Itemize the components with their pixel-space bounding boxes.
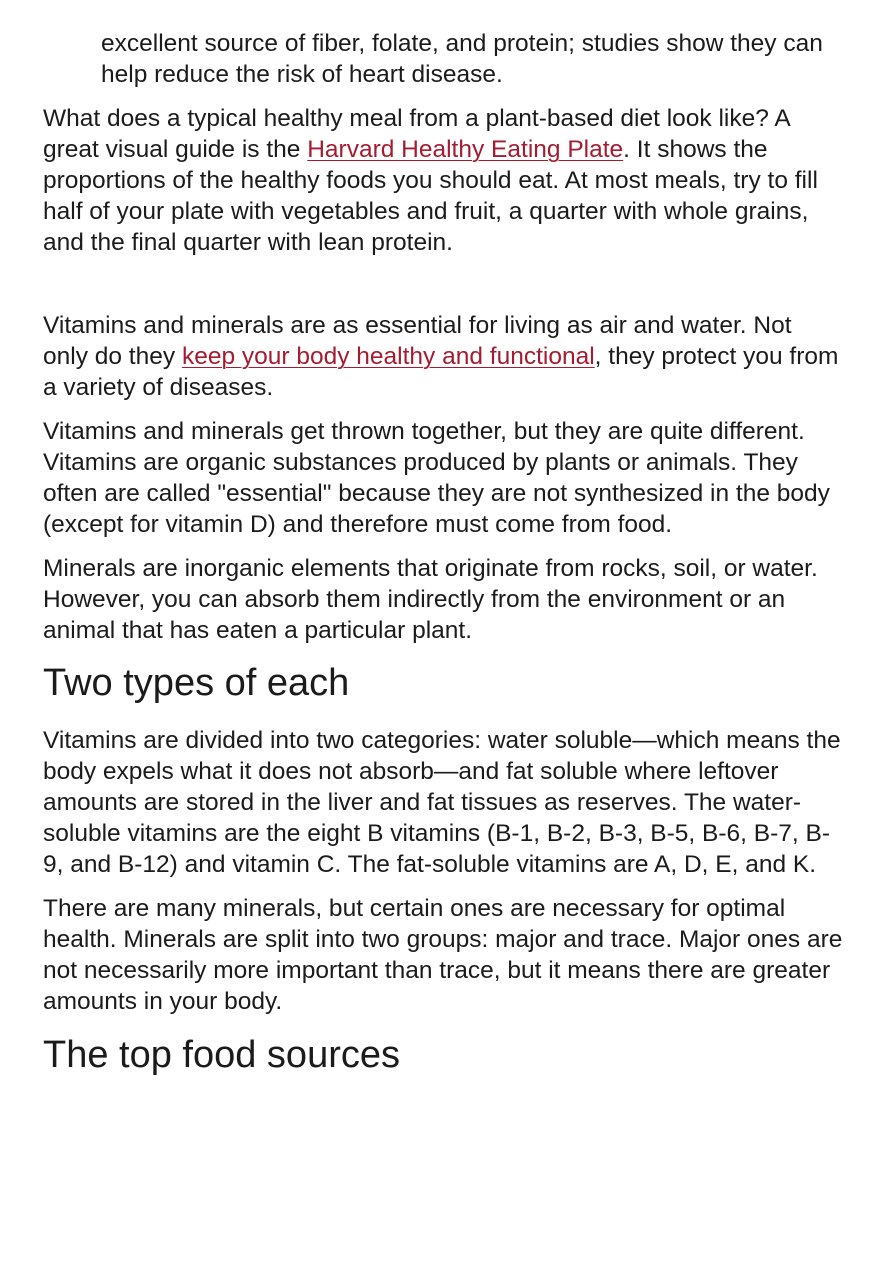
paragraph-vitamins-different: Vitamins and minerals get thrown together, but they are quite different. Vitamins are organic substances produced by plants or animals. They often are called "essential" because they are not synthesized in the body (except for vitamin D) and therefore must come from food. [43, 418, 830, 538]
paragraph-vitamin-categories: Vitamins are divided into two categories: water soluble—which means the body expels what it does not absorb—and fat soluble where leftover amounts are stored in the liver and fat tissues as reserves. The water-soluble vitamins are the eight B vitamins (B-1, B-2, B-3, B-5, B-6, B-7, B-9, and B-12) and vitamin C. The fat-soluble vitamins are A, D, E, and K. [43, 727, 841, 878]
paragraph-vitamins-essential [43, 310, 843, 403]
paragraph-text: Vitamins and minerals are as essential for living as air and water. Not only do they [43, 312, 792, 370]
heading-two-types: Two types of each [43, 662, 350, 704]
heading-top-food-sources: The top food sources [43, 1034, 400, 1076]
paragraph-text: What does a typical healthy meal from a plant-based diet look like? A great visual guide is the [43, 105, 790, 163]
paragraph-minerals-inorganic: Minerals are inorganic elements that originate from rocks, soil, or water. However, you can absorb them indirectly from the environment or an animal that has eaten a particular plant. [43, 555, 818, 644]
paragraph-mineral-groups: There are many minerals, but certain ones are necessary for optimal health. Minerals are split into two groups: major and trace. Major ones are not necessarily more important than trace, but it means there are greater amounts in your body. [43, 895, 843, 1015]
harvard-healthy-eating-plate-link[interactable]: Harvard Healthy Eating Plate [307, 136, 624, 163]
paragraph-text: , they protect you from a variety of diseases. [43, 343, 839, 401]
article-body [43, 28, 843, 1078]
list-item-continuation: excellent source of fiber, folate, and protein; studies show they can help reduce the risk of heart disease. [101, 30, 823, 88]
keep-body-healthy-link[interactable]: keep your body healthy and functional [181, 343, 595, 370]
paragraph-text: . It shows the proportions of the healthy foods you should eat. At most meals, try to fill half of your plate with vegetables and fruit, a quarter with whole grains, and the final quarter with lean protein. [43, 136, 818, 256]
paragraph-healthy-plate [43, 103, 843, 258]
